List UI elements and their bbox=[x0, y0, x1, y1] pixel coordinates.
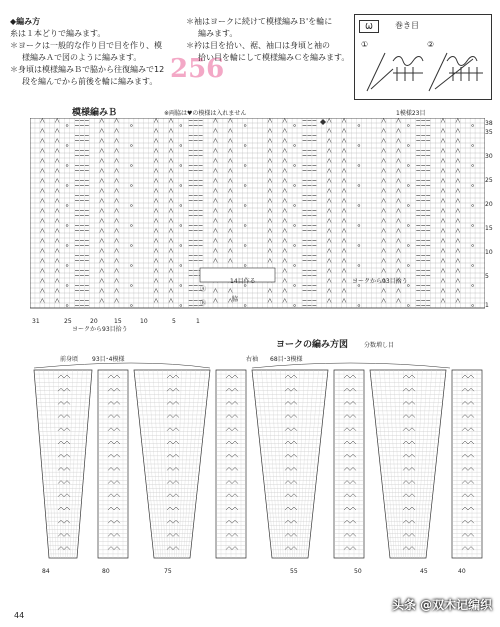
column-number: 31 bbox=[32, 318, 40, 325]
instruction-line: 拾い目を輪にして模様編みＣを編みます。 bbox=[198, 53, 350, 62]
marker-b: Ⓑ bbox=[200, 300, 207, 307]
instruction-line: 段を編んでから前後を輪に編みます。 bbox=[22, 77, 158, 86]
legend-step: ② bbox=[427, 40, 435, 49]
instruction-line: 編みます。 bbox=[198, 29, 238, 38]
sleeve-label: 右袖 bbox=[246, 356, 259, 363]
row-number: 15 bbox=[485, 225, 493, 232]
yoke-subtitle: 分数増し目 bbox=[364, 342, 395, 349]
row-number: 35 bbox=[485, 129, 493, 136]
yoke-number: 80 bbox=[102, 568, 110, 575]
instruction-line: 糸は１本どりで編みます。 bbox=[10, 29, 106, 38]
yoke-number: 84 bbox=[42, 568, 50, 575]
instruction-line: ＊袖はヨークに続けて模様編みＢ'を輪に bbox=[186, 17, 333, 26]
row-number: 30 bbox=[485, 153, 493, 160]
front-count: 93目･4模様 bbox=[92, 356, 125, 363]
pickup-note-left: ヨークから93目拾う bbox=[72, 326, 128, 333]
row-number: 5 bbox=[485, 273, 489, 280]
front-label: 前身頃 bbox=[60, 356, 79, 363]
instruction-line: 様編みＡで図のように編みます。 bbox=[22, 53, 142, 62]
yoke-number: 55 bbox=[290, 568, 298, 575]
row-number: 25 bbox=[485, 177, 493, 184]
pattern-b-note: ※両脇は♥の模様は入れません bbox=[164, 110, 247, 117]
yoke-chart bbox=[30, 362, 490, 572]
pattern-b-chart bbox=[30, 118, 485, 323]
loop-symbol-icon: Ѡ bbox=[359, 20, 379, 33]
row-number: 20 bbox=[485, 201, 493, 208]
yoke-title: ヨークの編み方図 bbox=[276, 340, 349, 350]
yoke-number: 40 bbox=[458, 568, 466, 575]
pattern-b-title: 模様編みＢ bbox=[72, 108, 118, 118]
side-label: 脇 bbox=[232, 296, 239, 303]
instruction-line: ＊ヨークは一般的な作り目で目を作り、模 bbox=[10, 41, 162, 50]
column-number: 5 bbox=[172, 318, 176, 325]
row-number: 10 bbox=[485, 249, 493, 256]
row-number: 38 bbox=[485, 120, 493, 127]
instruction-line: ＊衿は目を拾い、裾、袖口は身頃と袖の bbox=[186, 41, 330, 50]
column-number: 20 bbox=[90, 318, 98, 325]
marker-a: Ⓐ bbox=[200, 286, 207, 293]
pattern-number: 256 bbox=[170, 54, 225, 84]
cast-on-note: 14目作る bbox=[230, 278, 256, 285]
column-number: 25 bbox=[64, 318, 72, 325]
column-number: 15 bbox=[114, 318, 122, 325]
instruction-line: ＊身頃は模様編みＢで脇から往復編みで12 bbox=[10, 65, 165, 74]
cast-on-illustration bbox=[363, 49, 487, 95]
column-number: 1 bbox=[196, 318, 200, 325]
legend-label: 巻き目 bbox=[395, 21, 419, 30]
yoke-number: 50 bbox=[354, 568, 362, 575]
stitch-legend bbox=[354, 14, 492, 100]
pickup-note-right: ヨークから93目拾う bbox=[352, 278, 408, 285]
column-number: 10 bbox=[140, 318, 148, 325]
yoke-number: 75 bbox=[164, 568, 172, 575]
repeat-label: 1模様23目 bbox=[396, 110, 426, 117]
instructions-heading: ◆編み方 bbox=[10, 17, 41, 26]
watermark-text: 头条 @双木记编织 bbox=[392, 598, 493, 612]
sleeve-count: 68目･3模様 bbox=[270, 356, 303, 363]
page-number: 44 bbox=[14, 611, 25, 620]
legend-step: ① bbox=[361, 40, 369, 49]
row-number: 1 bbox=[485, 302, 489, 309]
yoke-number: 45 bbox=[420, 568, 428, 575]
watermark bbox=[392, 596, 492, 613]
